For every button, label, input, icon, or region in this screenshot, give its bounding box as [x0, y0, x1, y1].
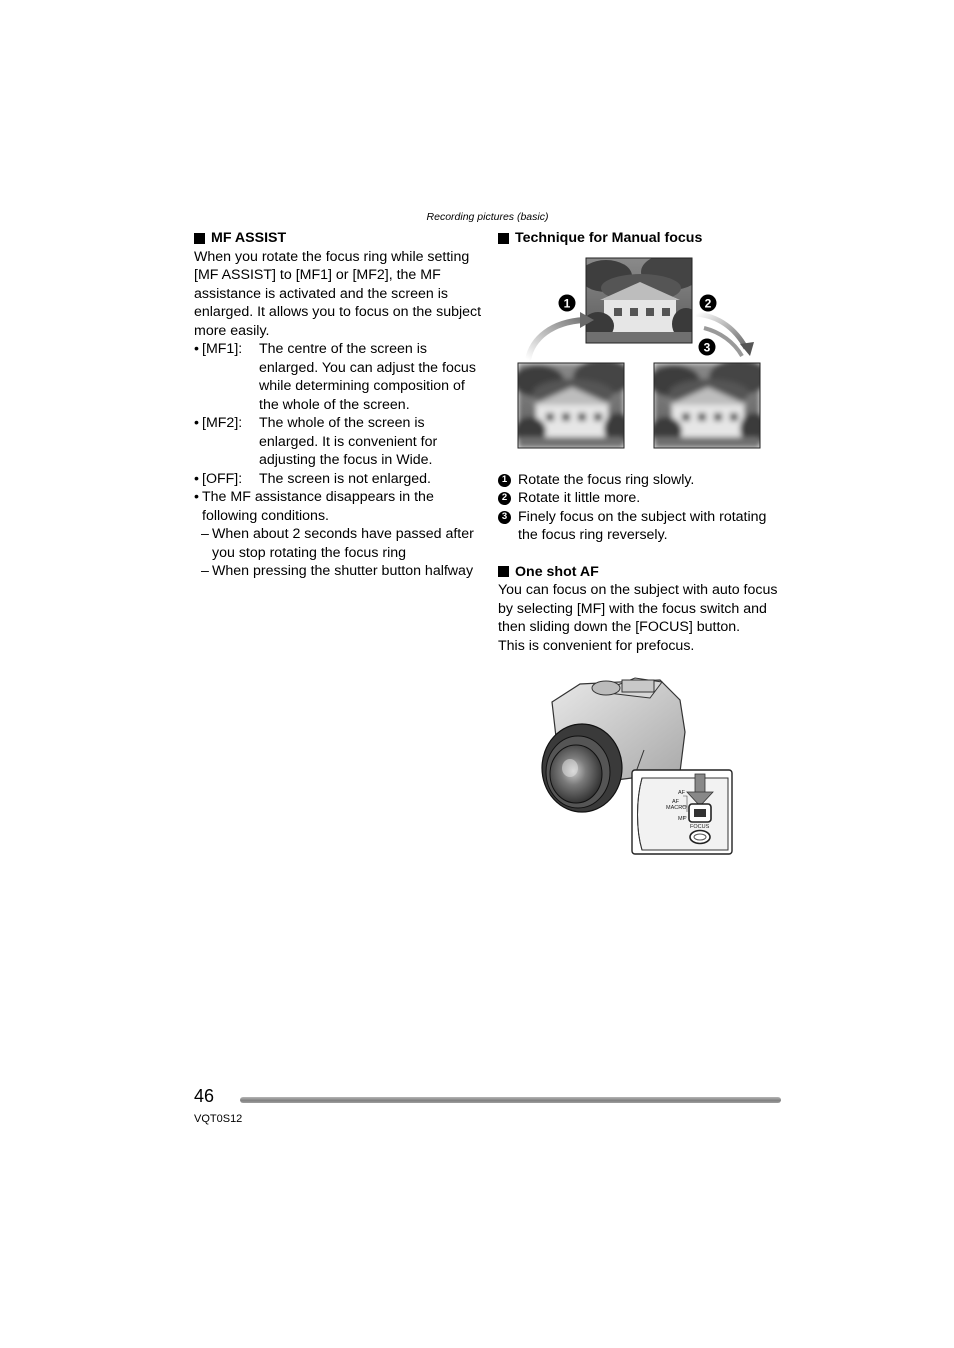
oneshot-heading-text: One shot AF	[515, 563, 599, 580]
step-number-icon: 1	[498, 474, 511, 487]
oneshot-heading	[498, 563, 788, 582]
slide-down-arrow-icon	[695, 774, 705, 794]
svg-text:2: 2	[704, 296, 712, 311]
technique-heading-text: Technique for Manual focus	[515, 230, 703, 246]
oneshot-note: This is convenient for prefocus.	[498, 637, 695, 654]
svg-text:AF: AF	[672, 799, 680, 805]
left-column	[194, 229, 484, 581]
svg-text:FOCUS: FOCUS	[690, 824, 710, 830]
footer-rule	[240, 1097, 781, 1103]
flash-hotshoe	[622, 680, 654, 692]
square-bullet-icon	[194, 233, 205, 244]
step-2	[498, 489, 788, 508]
blurred-photo-left	[514, 359, 633, 448]
option-key: [OFF]:	[202, 470, 243, 487]
oneshot-text: You can focus on the subject with auto focus by selecting [MF] with the focus switch and then sliding down the [FOCUS] button.	[498, 582, 778, 635]
camera-figure	[540, 672, 736, 858]
option-text: The whole of the screen is enlarged. It is convenient for adjusting the focus in Wide.	[259, 415, 438, 468]
lens-glass	[550, 745, 602, 803]
svg-text:MACRO: MACRO	[666, 805, 687, 811]
svg-text:MF: MF	[678, 816, 686, 822]
focus-switch-inset	[632, 770, 732, 854]
svg-text:3: 3	[703, 340, 711, 355]
option-mf2: • [MF2]: The whole of the screen is enlarged. It is convenient for adjusting the focus in Wide.	[194, 414, 484, 470]
condition-item: – When about 2 seconds have passed after you stop rotating the focus ring	[194, 525, 484, 562]
blurred-photo-right	[648, 359, 764, 448]
option-text: The screen is not enlarged.	[259, 470, 431, 487]
mode-dial	[592, 681, 620, 695]
step-3	[498, 508, 788, 545]
square-bullet-icon	[498, 566, 509, 577]
svg-text:AF: AF	[678, 790, 686, 796]
mf-assist-intro: When you rotate the focus ring while setting [MF ASSIST] to [MF1] or [MF2], the MF assistance is activated and the screen is enlarged. It allows you to focus on the subject more easily.	[194, 248, 482, 339]
svg-text:1: 1	[563, 296, 571, 311]
sharp-photo	[580, 256, 701, 343]
step-1	[498, 471, 788, 490]
step-number-icon: 2	[498, 492, 511, 505]
option-mf1: • [MF1]: The centre of the screen is enlarged. You can adjust the focus while determining composition of the whole of the screen.	[194, 340, 484, 414]
note-text: The MF assistance disappears in the following conditions.	[202, 489, 434, 524]
technique-heading	[498, 229, 788, 248]
option-text: The centre of the screen is enlarged. You can adjust the focus while determining composition of the whole of the screen.	[259, 341, 476, 413]
focus-button	[690, 831, 710, 844]
condition-text: When about 2 seconds have passed after you stop rotating the focus ring	[212, 526, 474, 561]
manual-focus-figure	[514, 256, 764, 451]
document-code: VQT0S12	[194, 1113, 243, 1125]
arrow-rotate-slowly	[528, 320, 584, 360]
step-text: Rotate it little more.	[518, 490, 641, 506]
option-key: [MF1]:	[202, 341, 243, 357]
square-bullet-icon	[498, 233, 509, 244]
option-off: • [OFF]: The screen is not enlarged.	[194, 470, 484, 489]
mf-assist-note: • The MF assistance disappears in the following conditions.	[194, 488, 484, 525]
step-text: Rotate the focus ring slowly.	[518, 471, 695, 488]
mf-assist-heading	[194, 229, 484, 248]
option-key: [MF2]:	[202, 415, 243, 431]
mf-assist-heading-text: MF ASSIST	[211, 230, 287, 246]
condition-item: – When pressing the shutter button halfway	[201, 563, 474, 579]
running-header: Recording pictures (basic)	[426, 211, 549, 223]
step-number-icon: 3	[498, 511, 511, 524]
condition-text: When pressing the shutter button halfway	[212, 563, 474, 579]
step-text: Finely focus on the subject with rotating the focus ring reversely.	[518, 508, 767, 543]
page-number: 46	[194, 1086, 215, 1106]
